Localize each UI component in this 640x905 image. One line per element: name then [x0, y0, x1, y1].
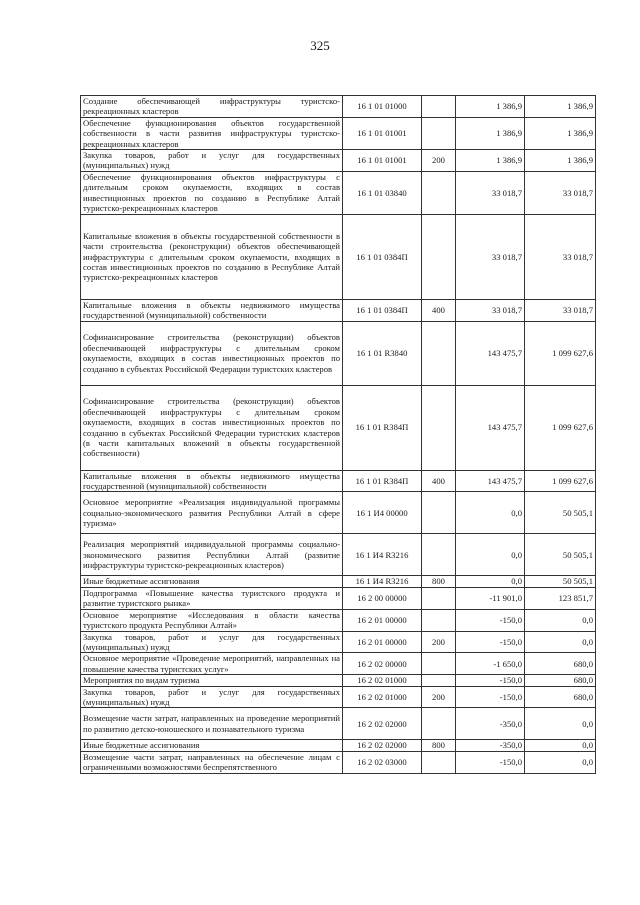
row-value-1: 33 018,7: [456, 171, 525, 214]
row-value-2: 33 018,7: [525, 299, 596, 321]
row-name: Закупка товаров, работ и услуг для государственных (муниципальных) нужд: [81, 150, 343, 172]
row-value-1: -350,0: [456, 740, 525, 751]
row-expense-type: [422, 751, 456, 773]
row-code: 16 2 02 02000: [343, 740, 422, 751]
row-value-1: 1 386,9: [456, 150, 525, 172]
row-name: Капитальные вложения в объекты недвижимого имущества государственной (муниципальной) собственности: [81, 470, 343, 492]
table-row: [81, 470, 596, 492]
row-value-2: 0,0: [525, 740, 596, 751]
row-expense-type: 200: [422, 686, 456, 708]
row-name: Обеспечение функционирования объектов инфраструктуры с длительным сроком окупаемости, входящих в состав инвестиционных проектов по созданию в Республике Алтай туристско-рекреационных кластеров: [81, 171, 343, 214]
row-expense-type: [422, 171, 456, 214]
row-expense-type: [422, 321, 456, 385]
row-value-1: -150,0: [456, 675, 525, 686]
row-name: Возмещение части затрат, направленных на проведение мероприятий по развитию детско-юношеского и познавательного туризма: [81, 708, 343, 740]
row-expense-type: 800: [422, 740, 456, 751]
row-value-2: 0,0: [525, 751, 596, 773]
table-row: [81, 534, 596, 576]
row-code: 16 2 01 00000: [343, 631, 422, 653]
row-name: Основное мероприятие «Исследования в области качества туристского продукта Республики Алтай»: [81, 609, 343, 631]
row-code: 16 1 И4 R3216: [343, 534, 422, 576]
row-expense-type: [422, 117, 456, 149]
row-code: 16 1 01 R384П: [343, 385, 422, 470]
table-row: [81, 171, 596, 214]
row-name: Иные бюджетные ассигнования: [81, 576, 343, 587]
row-code: 16 2 02 02000: [343, 708, 422, 740]
row-expense-type: [422, 492, 456, 534]
row-value-1: 1 386,9: [456, 96, 525, 118]
row-value-2: 1 099 627,6: [525, 385, 596, 470]
row-name: Иные бюджетные ассигнования: [81, 740, 343, 751]
row-expense-type: [422, 587, 456, 609]
row-expense-type: 800: [422, 576, 456, 587]
row-expense-type: 400: [422, 299, 456, 321]
row-code: 16 1 01 01001: [343, 117, 422, 149]
row-name: Капитальные вложения в объекты недвижимого имущества государственной (муниципальной) собственности: [81, 299, 343, 321]
row-value-1: -350,0: [456, 708, 525, 740]
row-value-2: 50 505,1: [525, 492, 596, 534]
row-value-1: -1 650,0: [456, 653, 525, 675]
row-value-2: 33 018,7: [525, 214, 596, 299]
row-value-2: 1 386,9: [525, 96, 596, 118]
row-name: Капитальные вложения в объекты государственной собственности в части строительства (реконструкции) объектов обеспечивающей инфраструктуры с длительным сроком окупаемости, входящих в состав инвестиционных проектов по созданию в Республике Алтай туристско-рекреационных кластеров: [81, 214, 343, 299]
row-name: Возмещение части затрат, направленных на обеспечение лицам с ограниченными возможностями беспрепятственного: [81, 751, 343, 773]
table-row: [81, 321, 596, 385]
row-expense-type: 200: [422, 150, 456, 172]
table-row: [81, 150, 596, 172]
row-code: 16 1 01 01001: [343, 150, 422, 172]
row-name: Подпрограмма «Повышение качества туристского продукта и развитие туристского рынка»: [81, 587, 343, 609]
row-value-1: 0,0: [456, 576, 525, 587]
table-row: [81, 708, 596, 740]
row-code: 16 2 02 00000: [343, 653, 422, 675]
table-row: [81, 686, 596, 708]
row-expense-type: [422, 708, 456, 740]
row-value-1: -150,0: [456, 609, 525, 631]
row-expense-type: [422, 534, 456, 576]
row-value-2: 50 505,1: [525, 534, 596, 576]
row-expense-type: 400: [422, 470, 456, 492]
table-row: [81, 740, 596, 751]
table-row: [81, 653, 596, 675]
table-row: [81, 609, 596, 631]
page-number: 325: [310, 38, 330, 53]
row-code: 16 1 И4 R3216: [343, 576, 422, 587]
row-value-2: 1 099 627,6: [525, 470, 596, 492]
row-value-2: 1 386,9: [525, 150, 596, 172]
row-code: 16 1 И4 00000: [343, 492, 422, 534]
row-expense-type: [422, 675, 456, 686]
row-code: 16 2 01 00000: [343, 609, 422, 631]
row-value-1: -150,0: [456, 751, 525, 773]
row-name: Основное мероприятие «Реализация индивидуальной программы социально-экономического развития Республики Алтай в сфере туризма»: [81, 492, 343, 534]
row-name: Мероприятия по видам туризма: [81, 675, 343, 686]
row-name: Закупка товаров, работ и услуг для государственных (муниципальных) нужд: [81, 631, 343, 653]
row-name: Реализация мероприятий индивидуальной программы социально-экономического развития Республики Алтай (развитие инфраструктуры туристско-рекреационных кластеров): [81, 534, 343, 576]
budget-table: [80, 95, 596, 774]
table-row: [81, 631, 596, 653]
row-value-1: -150,0: [456, 631, 525, 653]
row-value-1: 0,0: [456, 492, 525, 534]
row-value-2: 123 851,7: [525, 587, 596, 609]
row-value-2: 1 386,9: [525, 117, 596, 149]
row-code: 16 1 01 R384П: [343, 470, 422, 492]
row-code: 16 1 01 01000: [343, 96, 422, 118]
row-name: Закупка товаров, работ и услуг для государственных (муниципальных) нужд: [81, 686, 343, 708]
table-row: [81, 214, 596, 299]
row-code: 16 2 02 03000: [343, 751, 422, 773]
row-value-1: 143 475,7: [456, 321, 525, 385]
table-row: [81, 492, 596, 534]
row-expense-type: [422, 609, 456, 631]
row-value-1: 0,0: [456, 534, 525, 576]
table-row: [81, 751, 596, 773]
table-row: [81, 587, 596, 609]
row-expense-type: [422, 96, 456, 118]
table-row: [81, 299, 596, 321]
row-expense-type: [422, 385, 456, 470]
row-value-1: 33 018,7: [456, 299, 525, 321]
row-code: 16 2 02 01000: [343, 675, 422, 686]
budget-table-body: [81, 96, 596, 774]
row-name: Создание обеспечивающей инфраструктуры туристско-рекреационных кластеров: [81, 96, 343, 118]
row-value-1: -150,0: [456, 686, 525, 708]
row-name: Софинансирование строительства (реконструкции) объектов обеспечивающей инфраструктуры с длительным сроком окупаемости, входящих в состав инвестиционных проектов по созданию в субъектах Российской Федерации туристских кластеров (в части капитальных вложений в объекты государственной собственности): [81, 385, 343, 470]
row-value-2: 680,0: [525, 686, 596, 708]
row-expense-type: [422, 214, 456, 299]
row-name: Софинансирование строительства (реконструкции) объектов обеспечивающей инфраструктуры с длительным сроком окупаемости, входящих в состав инвестиционных проектов по созданию в субъектах Российской Федерации туристских кластеров: [81, 321, 343, 385]
row-value-2: 0,0: [525, 708, 596, 740]
row-value-2: 50 505,1: [525, 576, 596, 587]
row-expense-type: 200: [422, 631, 456, 653]
row-value-2: 1 099 627,6: [525, 321, 596, 385]
row-name: Обеспечение функционирования объектов государственной собственности в части развития инфраструктуры туристско-рекреационных кластеров: [81, 117, 343, 149]
table-row: [81, 675, 596, 686]
row-name: Основное мероприятие «Проведение мероприятий, направленных на повышение качества туристских услуг»: [81, 653, 343, 675]
row-value-1: -11 901,0: [456, 587, 525, 609]
row-value-2: 33 018,7: [525, 171, 596, 214]
table-row: [81, 385, 596, 470]
row-value-1: 1 386,9: [456, 117, 525, 149]
row-value-2: 680,0: [525, 653, 596, 675]
row-code: 16 1 01 03840: [343, 171, 422, 214]
row-code: 16 2 00 00000: [343, 587, 422, 609]
row-value-2: 680,0: [525, 675, 596, 686]
row-value-1: 143 475,7: [456, 385, 525, 470]
row-value-2: 0,0: [525, 609, 596, 631]
row-expense-type: [422, 653, 456, 675]
row-value-2: 0,0: [525, 631, 596, 653]
table-row: [81, 96, 596, 118]
row-value-1: 33 018,7: [456, 214, 525, 299]
row-value-1: 143 475,7: [456, 470, 525, 492]
row-code: 16 1 01 0384П: [343, 299, 422, 321]
row-code: 16 1 01 0384П: [343, 214, 422, 299]
row-code: 16 1 01 R3840: [343, 321, 422, 385]
table-row: [81, 576, 596, 587]
row-code: 16 2 02 01000: [343, 686, 422, 708]
table-row: [81, 117, 596, 149]
